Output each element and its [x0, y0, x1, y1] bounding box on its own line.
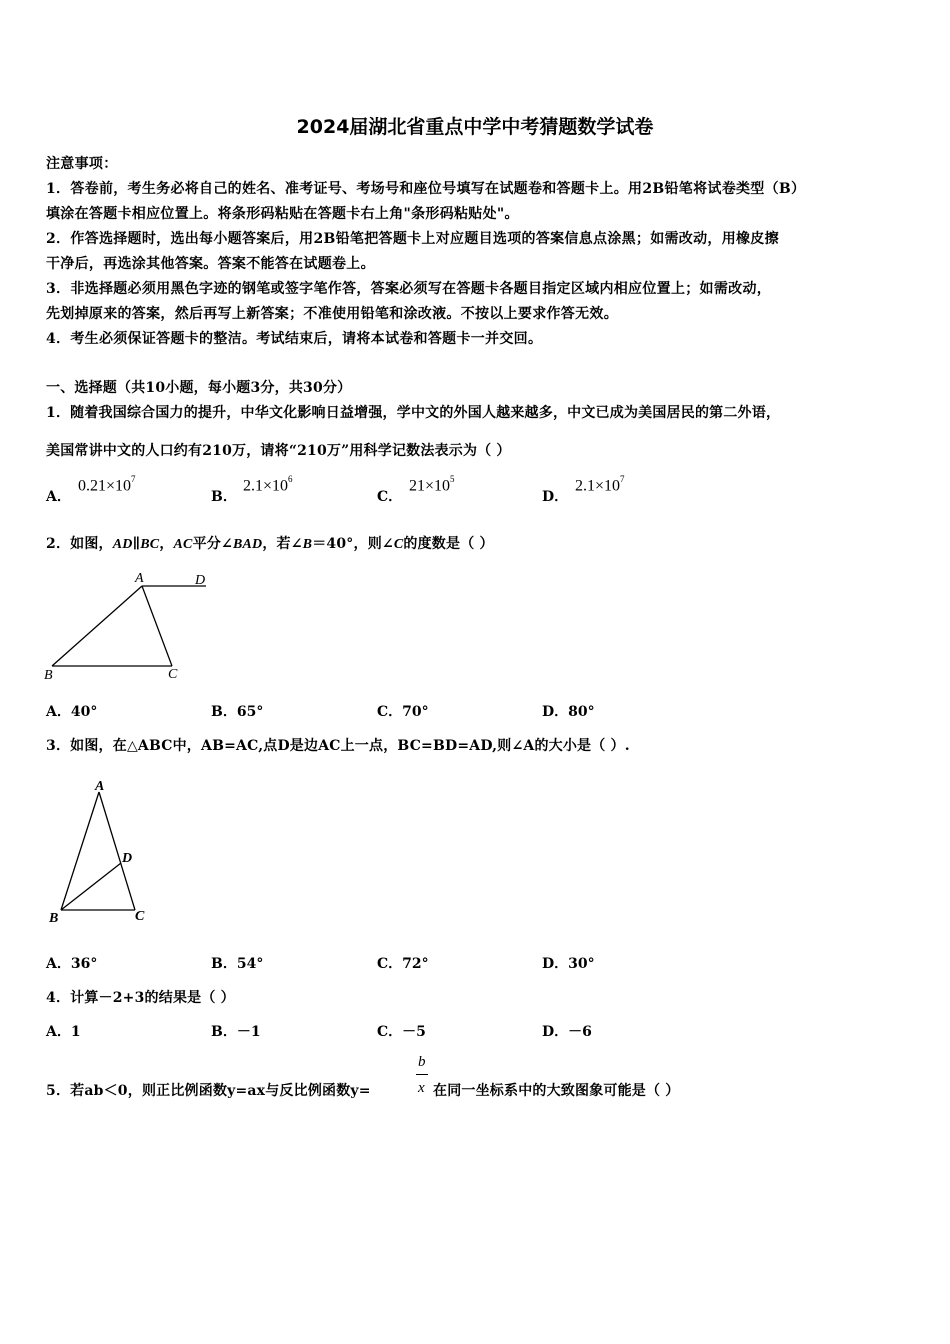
q2-stem: 2．如图，AD∥BC，AC平分∠BAD，若∠B＝40°，则∠C的度数是（ ）: [46, 536, 494, 552]
q2-point-c: C: [168, 667, 178, 682]
q4-option-b: B．－1: [211, 1024, 261, 1040]
notice-line-3: 2．作答选择题时，选出每小题答案后，用2B铅笔把答题卡上对应题目选项的答案信息点涂黑；如需改动，用橡皮擦: [46, 231, 779, 247]
q2-figure: [40, 566, 220, 686]
q5-stem-suffix: 在同一坐标系中的大致图象可能是（ ）: [433, 1083, 680, 1099]
q2-point-d: D: [195, 573, 206, 588]
q1-line-2: 美国常讲中文的人口约有210万，请将“210万”用科学记数法表示为（ ）: [46, 443, 511, 459]
q3-point-d: D: [122, 851, 133, 866]
notice-heading: 注意事项：: [46, 156, 118, 172]
notice-line-7: 4．考生必须保证答题卡的整洁。考试结束后，请将本试卷和答题卡一并交回。: [46, 331, 543, 347]
q4-option-a: A．1: [46, 1024, 81, 1040]
q2-option-b: B．65°: [211, 704, 264, 720]
notice-line-6: 先划掉原来的答案，然后再写上新答案；不准使用铅笔和涂改液。不按以上要求作答无效。: [46, 306, 618, 322]
q5-fraction-bar: [416, 1074, 428, 1075]
q3-stem: 3．如图，在△ABC中，AB=AC,点D是边AC上一点，BC=BD=AD,则∠A的大小是（ ）.: [46, 738, 630, 754]
section-heading: 一、选择题（共10小题，每小题3分，共30分）: [46, 380, 352, 396]
q1-option-d-value: $2.1\times 10^7$: [575, 474, 625, 495]
q2-option-c: C．70°: [377, 704, 429, 720]
notice-line-1: 1．答卷前，考生务必将自己的姓名、准考证号、考场号和座位号填写在试题卷和答题卡上。用2B铅笔将试卷类型（B）: [46, 181, 806, 197]
q3-option-c: C．72°: [377, 956, 429, 972]
q3-segment-ab: [61, 792, 99, 910]
q4-option-c: C．－5: [377, 1024, 426, 1040]
q1-option-a-label: A．: [46, 489, 71, 505]
q2-point-b: B: [44, 668, 53, 683]
q3-option-d: D．30°: [542, 956, 595, 972]
q3-option-b: B．54°: [211, 956, 264, 972]
q1-option-c-value: $21\times 10^5$: [409, 474, 455, 495]
q2-segment-ab: [52, 586, 142, 666]
q3-segment-bd: [61, 863, 121, 910]
q1-option-b-label: B．: [211, 489, 237, 505]
q4-stem: 4．计算－2+3的结果是（ ）: [46, 990, 235, 1006]
q3-point-c: C: [135, 909, 145, 924]
q1-option-c-label: C．: [377, 489, 403, 505]
q3-figure: [40, 774, 170, 934]
q1-option-a-value: $0.21\times 10^7$: [78, 474, 136, 495]
q3-point-b: B: [49, 911, 59, 926]
q2-segment-ac: [142, 586, 172, 666]
q2-option-d: D．80°: [542, 704, 595, 720]
notice-line-4: 干净后，再选涂其他答案。答案不能答在试题卷上。: [46, 256, 375, 272]
q1-option-b-value: $2.1\times 10^6$: [243, 474, 293, 495]
notice-line-5: 3．非选择题必须用黑色字迹的钢笔或签字笔作答，答案必须写在答题卡各题目指定区域内相应位置上；如需改动，: [46, 281, 772, 297]
notice-line-2: 填涂在答题卡相应位置上。将条形码粘贴在答题卡右上角"条形码粘贴处"。: [46, 206, 519, 222]
q3-point-a: A: [95, 779, 105, 794]
q2-point-a: A: [135, 571, 144, 586]
q2-option-a: A．40°: [46, 704, 98, 720]
q4-option-d: D．－6: [542, 1024, 592, 1040]
q1-option-d-label: D．: [542, 489, 569, 505]
q5-fraction-denominator: x: [418, 1080, 425, 1096]
q5-fraction-numerator: b: [418, 1054, 426, 1070]
q1-line-1: 1．随着我国综合国力的提升，中华文化影响日益增强，学中文的外国人越来越多，中文已成为美国居民的第二外语，: [46, 405, 781, 421]
page-title: 2024届湖北省重点中学中考猜题数学试卷: [296, 116, 654, 138]
q3-option-a: A．36°: [46, 956, 98, 972]
q5-stem-prefix: 5．若ab＜0，则正比例函数y=ax与反比例函数y=: [46, 1083, 371, 1099]
